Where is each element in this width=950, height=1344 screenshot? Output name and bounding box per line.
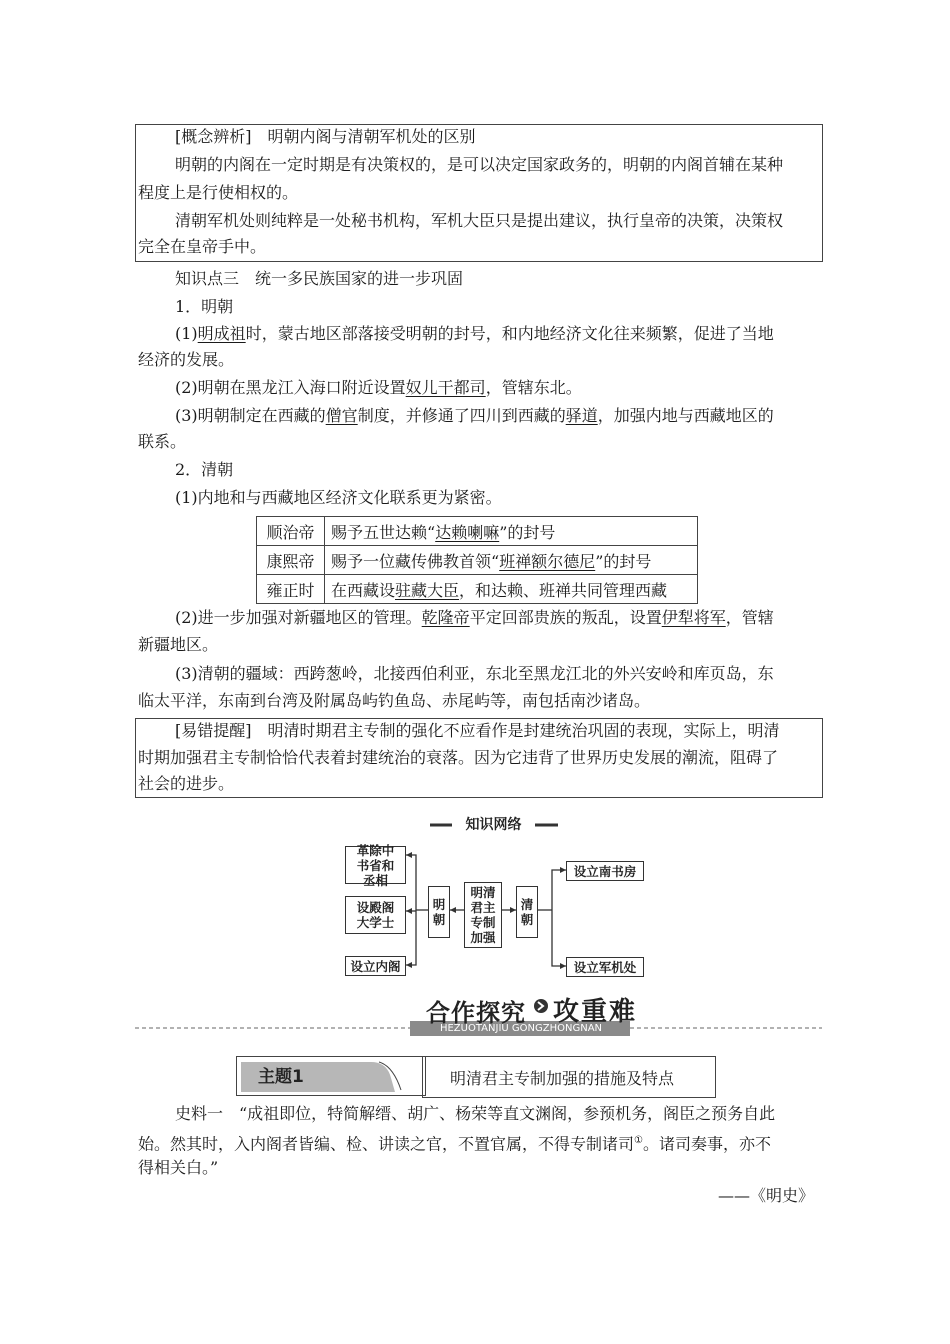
table-row bbox=[257, 546, 698, 575]
source1-line2 bbox=[138, 1130, 771, 1155]
table-row bbox=[257, 517, 698, 546]
node-abolish-zhongshu: 革除中书省和丞相 bbox=[345, 846, 406, 884]
section-title: 知识点三 统一多民族国家的进一步巩固 bbox=[175, 269, 464, 288]
ming-item2 bbox=[175, 377, 582, 399]
policy-cell: 赐予一位藏传佛教首领“班禅额尔德尼”的封号 bbox=[325, 546, 698, 575]
emperor-cell: 顺治帝 bbox=[257, 517, 325, 546]
qing-item2-tail: ，管辖 bbox=[725, 608, 774, 627]
qing-item2-text: (2)进一步加强对新疆地区的管理。 bbox=[175, 608, 422, 627]
concept-heading-text: 明朝内阁与清朝军机处的区别 bbox=[267, 127, 476, 146]
source1-line3: 得相关白。” bbox=[138, 1158, 219, 1177]
section-banner bbox=[0, 990, 950, 1040]
concept-p1-line2: 程度上是行使相权的。 bbox=[138, 183, 299, 202]
banner-part1: 合作探究 bbox=[426, 999, 526, 1027]
warning-line2: 时期加强君主专制恰恰代表着封建统治的衰落。因为它违背了世界历史发展的潮流，阻碍了 bbox=[138, 748, 779, 767]
node-center: 明清君主专制加强 bbox=[464, 882, 502, 948]
topic-title: 明清君主专制加强的措施及特点 bbox=[450, 1069, 675, 1088]
ming-item3-tail: ，加强内地与西藏地区的 bbox=[597, 406, 774, 425]
topic-header bbox=[236, 1056, 716, 1098]
ming-item1-text: 时，蒙古地区部落接受明朝的封号，和内地经济文化往来频繁，促进了当地 bbox=[245, 324, 774, 343]
ming-item2-tail: ，管辖东北。 bbox=[485, 378, 582, 397]
source1-line1: 史料一 “成祖即位，特简解缙、胡广、杨荣等直文渊阁，参预机务，阁臣之预务自此 bbox=[175, 1104, 776, 1123]
node-nanshufang: 设立南书房 bbox=[566, 861, 644, 881]
concept-p2-line1: 清朝军机处则纯粹是一处秘书机构，军机大臣只是提出建议，执行皇帝的决策，决策权 bbox=[175, 211, 784, 230]
warning-text1: 明清时期君主专制的强化不应看作是封建统治巩固的表现，实际上，明清 bbox=[267, 721, 780, 740]
source1-line2-text: 始。然其时，入内阁者皆编、检、讲读之官，不置官属，不得专制诸司 bbox=[138, 1134, 635, 1154]
node-ming: 明朝 bbox=[428, 886, 450, 938]
qing-item3-line1: (3)清朝的疆域：西跨葱岭，北接西伯利亚，东北至黑龙江北的外兴安岭和库页岛，东 bbox=[175, 664, 774, 683]
term-panchen: 班禅额尔德尼 bbox=[499, 551, 596, 571]
network-title: 知识网络 bbox=[452, 815, 535, 835]
warning-line3: 社会的进步。 bbox=[138, 774, 235, 793]
qing-heading: 2．清朝 bbox=[175, 460, 234, 479]
ming-item3-cont: 联系。 bbox=[138, 432, 187, 451]
emperor-cell: 雍正时 bbox=[257, 575, 325, 604]
ming-item1 bbox=[175, 323, 774, 345]
policy-cell: 赐予五世达赖“达赖喇嘛”的封号 bbox=[325, 517, 698, 546]
qing-item1: (1)内地和与西藏地区经济文化联系更为紧密。 bbox=[175, 488, 502, 507]
term-qianlong: 乾隆帝 bbox=[421, 608, 470, 627]
warning-line1 bbox=[175, 720, 780, 742]
emperor-cell: 康熙帝 bbox=[257, 546, 325, 575]
warning-tag: [易错提醒] bbox=[175, 721, 252, 740]
banner-part2: 攻重难 bbox=[553, 997, 638, 1027]
term-dalai: 达赖喇嘛 bbox=[435, 522, 500, 542]
knowledge-network bbox=[330, 810, 660, 980]
qing-item2 bbox=[175, 607, 774, 629]
banner-pinyin: HEZUOTANJIU GONGZHONGNAN bbox=[439, 1023, 603, 1034]
qing-item3-line2: 临太平洋，东南到台湾及附属岛屿钓鱼岛、赤尾屿等，南包括南沙诸岛。 bbox=[138, 691, 651, 710]
node-junjichu: 设立军机处 bbox=[566, 957, 644, 977]
ming-item2-text: (2)明朝在黑龙江入海口附近设置 bbox=[175, 378, 406, 397]
term-nuergan: 奴儿干都司 bbox=[405, 378, 486, 397]
footnote-marker: ① bbox=[634, 1135, 643, 1146]
source1-citation: ——《明史》 bbox=[718, 1186, 815, 1205]
ming-item3-mid: 制度，并修通了四川到西藏的 bbox=[357, 406, 566, 425]
concept-p2-line2: 完全在皇帝手中。 bbox=[138, 237, 267, 256]
term-zhuzang: 驻藏大臣 bbox=[395, 580, 460, 600]
qing-item2-mid: 平定回部贵族的叛乱，设置 bbox=[469, 608, 662, 627]
node-dianke: 设殿阁大学士 bbox=[345, 896, 406, 934]
term-sengguan: 僧官 bbox=[325, 406, 358, 425]
policy-cell: 在西藏设驻藏大臣，和达赖、班禅共同管理西藏 bbox=[325, 575, 698, 604]
topic-tag: 主题1 bbox=[258, 1067, 304, 1087]
concept-heading bbox=[175, 126, 476, 148]
node-qing: 清朝 bbox=[516, 886, 538, 938]
qing-tibet-table bbox=[256, 516, 698, 604]
node-neige: 设立内阁 bbox=[345, 956, 406, 976]
concept-p1-line1: 明朝的内阁在一定时期是有决策权的，是可以决定国家政务的，明朝的内阁首辅在某种 bbox=[175, 155, 784, 174]
ming-item3-text: (3)明朝制定在西藏的 bbox=[175, 406, 326, 425]
concept-tag: [概念辨析] bbox=[175, 127, 252, 146]
term-ming-chengzu: 明成祖 bbox=[197, 324, 246, 343]
ming-item1-num: (1) bbox=[175, 324, 198, 343]
table-row bbox=[257, 575, 698, 604]
qing-item2-cont: 新疆地区。 bbox=[138, 635, 219, 654]
ming-heading: 1．明朝 bbox=[175, 297, 234, 316]
ming-item3 bbox=[175, 405, 774, 427]
source1-line2-tail: 。诸司奏事，亦不 bbox=[642, 1134, 771, 1154]
ming-item1-cont: 经济的发展。 bbox=[138, 350, 235, 369]
term-yili: 伊犁将军 bbox=[661, 608, 726, 627]
term-yidao: 驿道 bbox=[565, 406, 598, 425]
